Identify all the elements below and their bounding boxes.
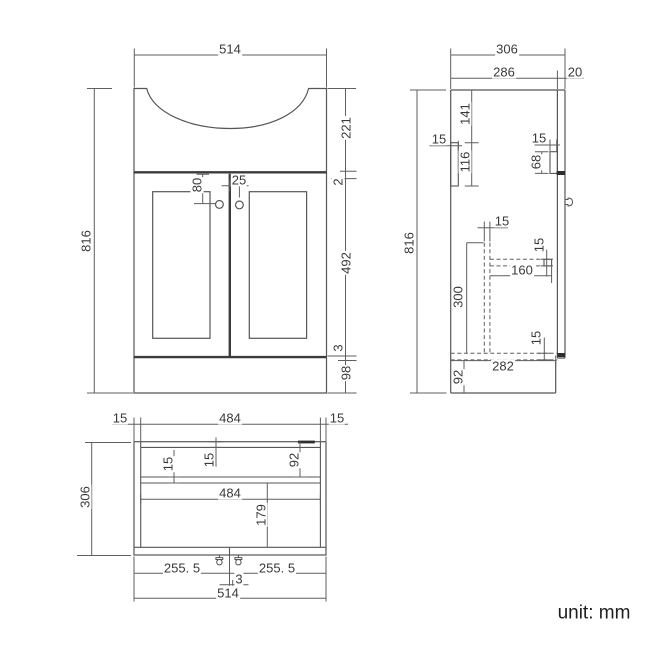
front-right-door-panel [249,192,306,339]
front-thick-lines [134,172,327,357]
plan-left-knob [217,560,222,565]
dim-side-catch-height: 68 [528,154,544,170]
dim-front-door-gap: 3 [330,344,346,352]
dim-side-hinge-width: 15 [431,131,447,147]
plan-edge-mark [298,441,315,444]
dim-side-hinge-top-offset: 141 [457,103,473,125]
dim-front-basin-height: 221 [338,117,354,139]
dim-front-knob-drop: 80 [189,177,205,193]
plan-dimension-lines [77,418,348,602]
dim-plan-back-section-depth: 92 [286,452,302,468]
plan-right-knob [236,560,241,565]
dim-plan-divider-thickness: 15 [160,456,176,472]
dim-plan-wall-left: 15 [112,410,128,426]
dim-side-door-thickness: 20 [567,64,583,80]
side-door-catch-mark [557,171,565,175]
dim-side-partition-height: 300 [450,286,466,308]
dim-plan-inner-width-top: 484 [219,410,241,426]
dim-plan-overall-width: 514 [217,585,239,601]
dim-front-plinth-height: 98 [338,365,354,381]
unit-note: unit: mm [557,602,631,624]
side-door-knob [565,198,573,206]
dim-plan-front-section-depth: 179 [253,504,269,526]
dim-front-counter-lip: 2 [330,178,346,186]
front-right-knob [236,201,244,209]
dim-front-overall-width: 514 [219,41,241,57]
front-dimension-lines [87,49,357,394]
dim-side-bottom-depth: 282 [492,358,514,374]
dim-plan-back-wall-thickness: 15 [201,452,217,468]
dim-plan-overall-depth: 306 [77,486,93,508]
dim-front-knob-spacing: 25 [231,172,247,188]
side-outline [451,90,565,393]
side-bottom-catch-mark [557,353,565,357]
front-left-knob [216,201,224,209]
dim-front-overall-height: 816 [78,230,94,252]
dim-plan-inner-width-mid: 484 [219,485,241,501]
dim-side-shelf-depth: 160 [511,262,533,278]
dim-side-catch-width: 15 [531,130,547,146]
front-view [87,49,357,394]
dim-side-shelf-thickness: 15 [531,237,547,253]
dim-plan-door-gap: 3 [235,571,243,587]
dim-front-door-height: 492 [338,252,354,274]
side-shelf-support [544,259,552,266]
dim-side-overall-depth: 306 [496,41,518,57]
dim-side-overall-height: 816 [401,232,417,254]
dim-plan-door-width-left: 255. 5 [163,560,201,576]
dim-side-hinge-height: 116 [457,151,473,173]
dim-side-plinth-height: 92 [450,369,466,385]
dim-plan-wall-right: 15 [329,410,345,426]
dim-side-bottom-thickness: 15 [528,330,544,346]
dim-plan-door-width-right: 255. 5 [258,560,296,576]
dim-side-carcass-depth: 286 [493,64,515,80]
side-catch-plate [550,152,557,174]
plan-view [77,418,348,602]
front-left-door-panel [153,192,210,339]
dim-side-partition-thickness: 15 [494,213,510,229]
